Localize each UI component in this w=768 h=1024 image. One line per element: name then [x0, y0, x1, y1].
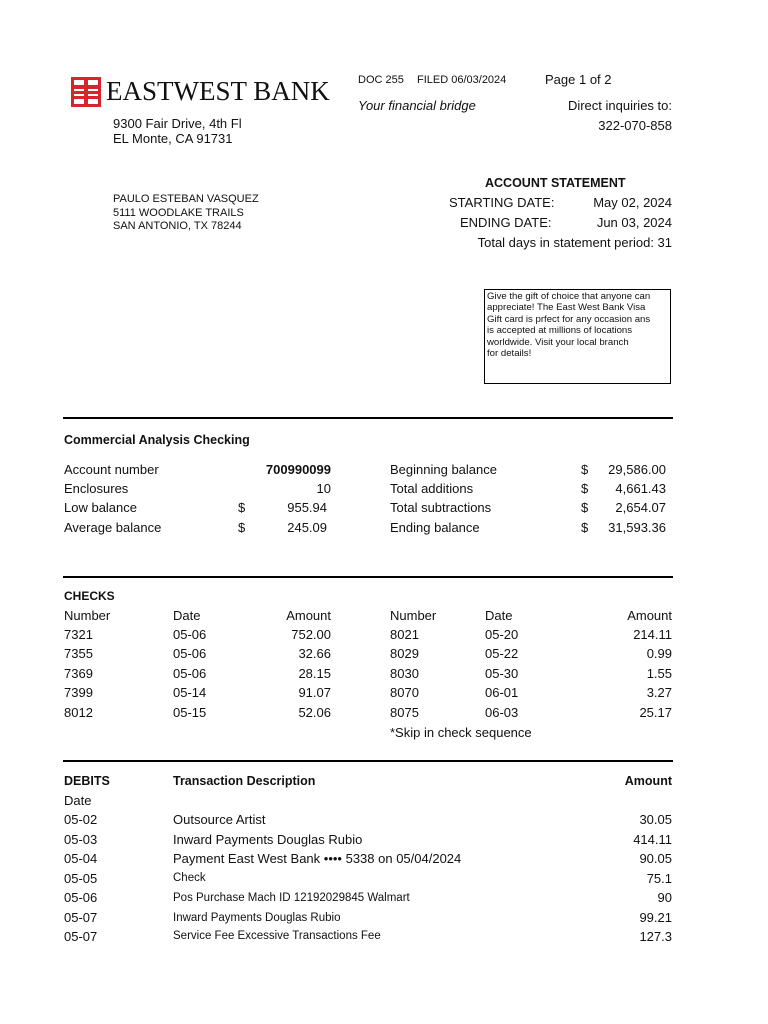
debit-amount: 30.05	[639, 812, 672, 827]
debit-date: 05-06	[64, 890, 98, 905]
inquiries-label: Direct inquiries to:	[567, 98, 672, 113]
ending-balance-label: Ending balance	[390, 520, 480, 535]
promo-line: Gift card is prfect for any occasion ans	[487, 313, 651, 325]
total-additions-currency: $	[581, 481, 589, 496]
page-indicator: Page 1 of 2	[545, 72, 612, 87]
check-date: 05-22	[485, 646, 519, 661]
beginning-balance-label: Beginning balance	[390, 462, 497, 477]
beginning-balance-value: 29,586.00	[608, 462, 666, 477]
debit-date: 05-03	[64, 832, 98, 847]
low-balance-value: 955.94	[287, 500, 327, 515]
low-balance-currency: $	[238, 500, 246, 515]
checks-amount-header: Amount	[627, 608, 672, 623]
debit-description: Payment East West Bank •••• 5338 on 05/04/2024	[173, 851, 462, 866]
statement-title: ACCOUNT STATEMENT	[485, 176, 626, 190]
check-amount: 752.00	[291, 627, 331, 642]
section-divider	[63, 760, 673, 762]
total-subtractions-value: 2,654.07	[615, 500, 666, 515]
debit-description: Inward Payments Douglas Rubio	[173, 912, 341, 924]
customer-city: SAN ANTONIO, TX 78244	[113, 220, 242, 232]
debit-description: Pos Purchase Mach ID 12192029845 Walmart	[173, 892, 410, 904]
check-number: 8012	[64, 705, 93, 720]
debits-amount-header: Amount	[624, 774, 672, 788]
check-amount: 25.17	[639, 705, 672, 720]
check-date: 05-20	[485, 627, 519, 642]
check-date: 05-06	[173, 666, 207, 681]
promo-line: is accepted at millions of locations	[487, 325, 633, 337]
ending-date-label: ENDING DATE:	[460, 215, 552, 230]
debit-date: 05-04	[64, 851, 98, 866]
inquiries-phone: 322-070-858	[598, 118, 672, 133]
average-balance-label: Average balance	[64, 520, 162, 535]
total-subtractions-label: Total subtractions	[390, 500, 492, 515]
check-number: 8070	[390, 685, 419, 700]
debit-description: Service Fee Excessive Transactions Fee	[173, 930, 381, 942]
bank-address-line2: EL Monte, CA 91731	[113, 131, 233, 146]
debit-description: Inward Payments Douglas Rubio	[173, 832, 363, 847]
low-balance-label: Low balance	[64, 500, 137, 515]
total-additions-value: 4,661.43	[615, 481, 666, 496]
promo-line: for details!	[487, 348, 532, 360]
total-additions-label: Total additions	[390, 481, 474, 496]
debit-date: 05-02	[64, 812, 98, 827]
checks-number-header: Number	[390, 608, 437, 623]
doc-number: DOC 255	[358, 74, 404, 86]
beginning-balance-currency: $	[581, 462, 589, 477]
bank-tagline: Your financial bridge	[358, 98, 476, 113]
debit-description: Check	[173, 872, 206, 884]
debit-amount: 75.1	[646, 871, 672, 886]
checks-title: CHECKS	[64, 589, 115, 603]
debits-description-header: Transaction Description	[173, 774, 316, 788]
check-amount: 28.15	[298, 666, 331, 681]
promo-box	[484, 289, 671, 384]
check-date: 06-03	[485, 705, 519, 720]
check-number: 7399	[64, 685, 93, 700]
enclosures-label: Enclosures	[64, 481, 129, 496]
check-number: 7355	[64, 646, 93, 661]
check-amount: 32.66	[298, 646, 331, 661]
starting-date-value: May 02, 2024	[593, 195, 672, 210]
promo-line: Give the gift of choice that anyone can	[487, 291, 651, 302]
promo-line: worldwide. Visit your local branch	[487, 336, 629, 348]
check-date: 06-01	[485, 685, 519, 700]
check-number: 8075	[390, 705, 419, 720]
checks-date-header: Date	[485, 608, 513, 623]
check-number: 8030	[390, 666, 419, 681]
average-balance-currency: $	[238, 520, 246, 535]
promo-line: appreciate! The East West Bank Visa	[487, 302, 646, 314]
checks-number-header: Number	[64, 608, 111, 623]
checks-amount-header: Amount	[286, 608, 331, 623]
account-number-label: Account number	[64, 462, 159, 477]
filed-date: FILED 06/03/2024	[417, 74, 507, 86]
customer-name: PAULO ESTEBAN VASQUEZ	[113, 193, 259, 205]
total-subtractions-currency: $	[581, 500, 589, 515]
account-title: Commercial Analysis Checking	[64, 433, 250, 447]
check-number: 8029	[390, 646, 419, 661]
debit-date: 05-05	[64, 871, 98, 886]
check-amount: 214.11	[633, 627, 672, 642]
check-date: 05-30	[485, 666, 519, 681]
ending-date-value: Jun 03, 2024	[596, 215, 672, 230]
debit-amount: 90	[657, 890, 672, 905]
check-date: 05-06	[173, 627, 207, 642]
check-number: 8021	[390, 627, 419, 642]
check-amount: 1.55	[646, 666, 672, 681]
customer-street: 5111 WOODLAKE TRAILS	[113, 207, 244, 219]
debits-title: DEBITS	[64, 774, 110, 788]
account-number-value: 700990099	[265, 462, 331, 477]
debit-amount: 90.05	[639, 851, 672, 866]
debit-date: 05-07	[64, 929, 98, 944]
debit-date: 05-07	[64, 910, 98, 925]
checks-date-header: Date	[173, 608, 201, 623]
enclosures-value: 10	[316, 481, 331, 496]
debit-description: Outsource Artist	[173, 812, 266, 827]
check-date: 05-14	[173, 685, 207, 700]
average-balance-value: 245.09	[287, 520, 327, 535]
debit-amount: 414.11	[633, 832, 672, 847]
section-divider	[63, 576, 673, 578]
bank-logo-icon	[71, 77, 101, 107]
check-date: 05-15	[173, 705, 207, 720]
check-number: 7369	[64, 666, 93, 681]
check-amount: 52.06	[298, 705, 331, 720]
total-days: Total days in statement period: 31	[477, 235, 672, 250]
check-amount: 0.99	[646, 646, 672, 661]
debit-amount: 127.3	[639, 929, 672, 944]
bank-name: EASTWEST BANK	[106, 76, 330, 106]
check-date: 05-06	[173, 646, 207, 661]
section-divider	[63, 417, 673, 419]
check-sequence-note: *Skip in check sequence	[390, 725, 532, 740]
starting-date-label: STARTING DATE:	[449, 195, 555, 210]
ending-balance-currency: $	[581, 520, 589, 535]
ending-balance-value: 31,593.36	[608, 520, 666, 535]
check-amount: 91.07	[298, 685, 331, 700]
bank-address-line1: 9300 Fair Drive, 4th Fl	[113, 116, 242, 131]
debits-date-header: Date	[64, 793, 92, 808]
debit-amount: 99.21	[639, 910, 672, 925]
check-number: 7321	[64, 627, 93, 642]
check-amount: 3.27	[646, 685, 672, 700]
